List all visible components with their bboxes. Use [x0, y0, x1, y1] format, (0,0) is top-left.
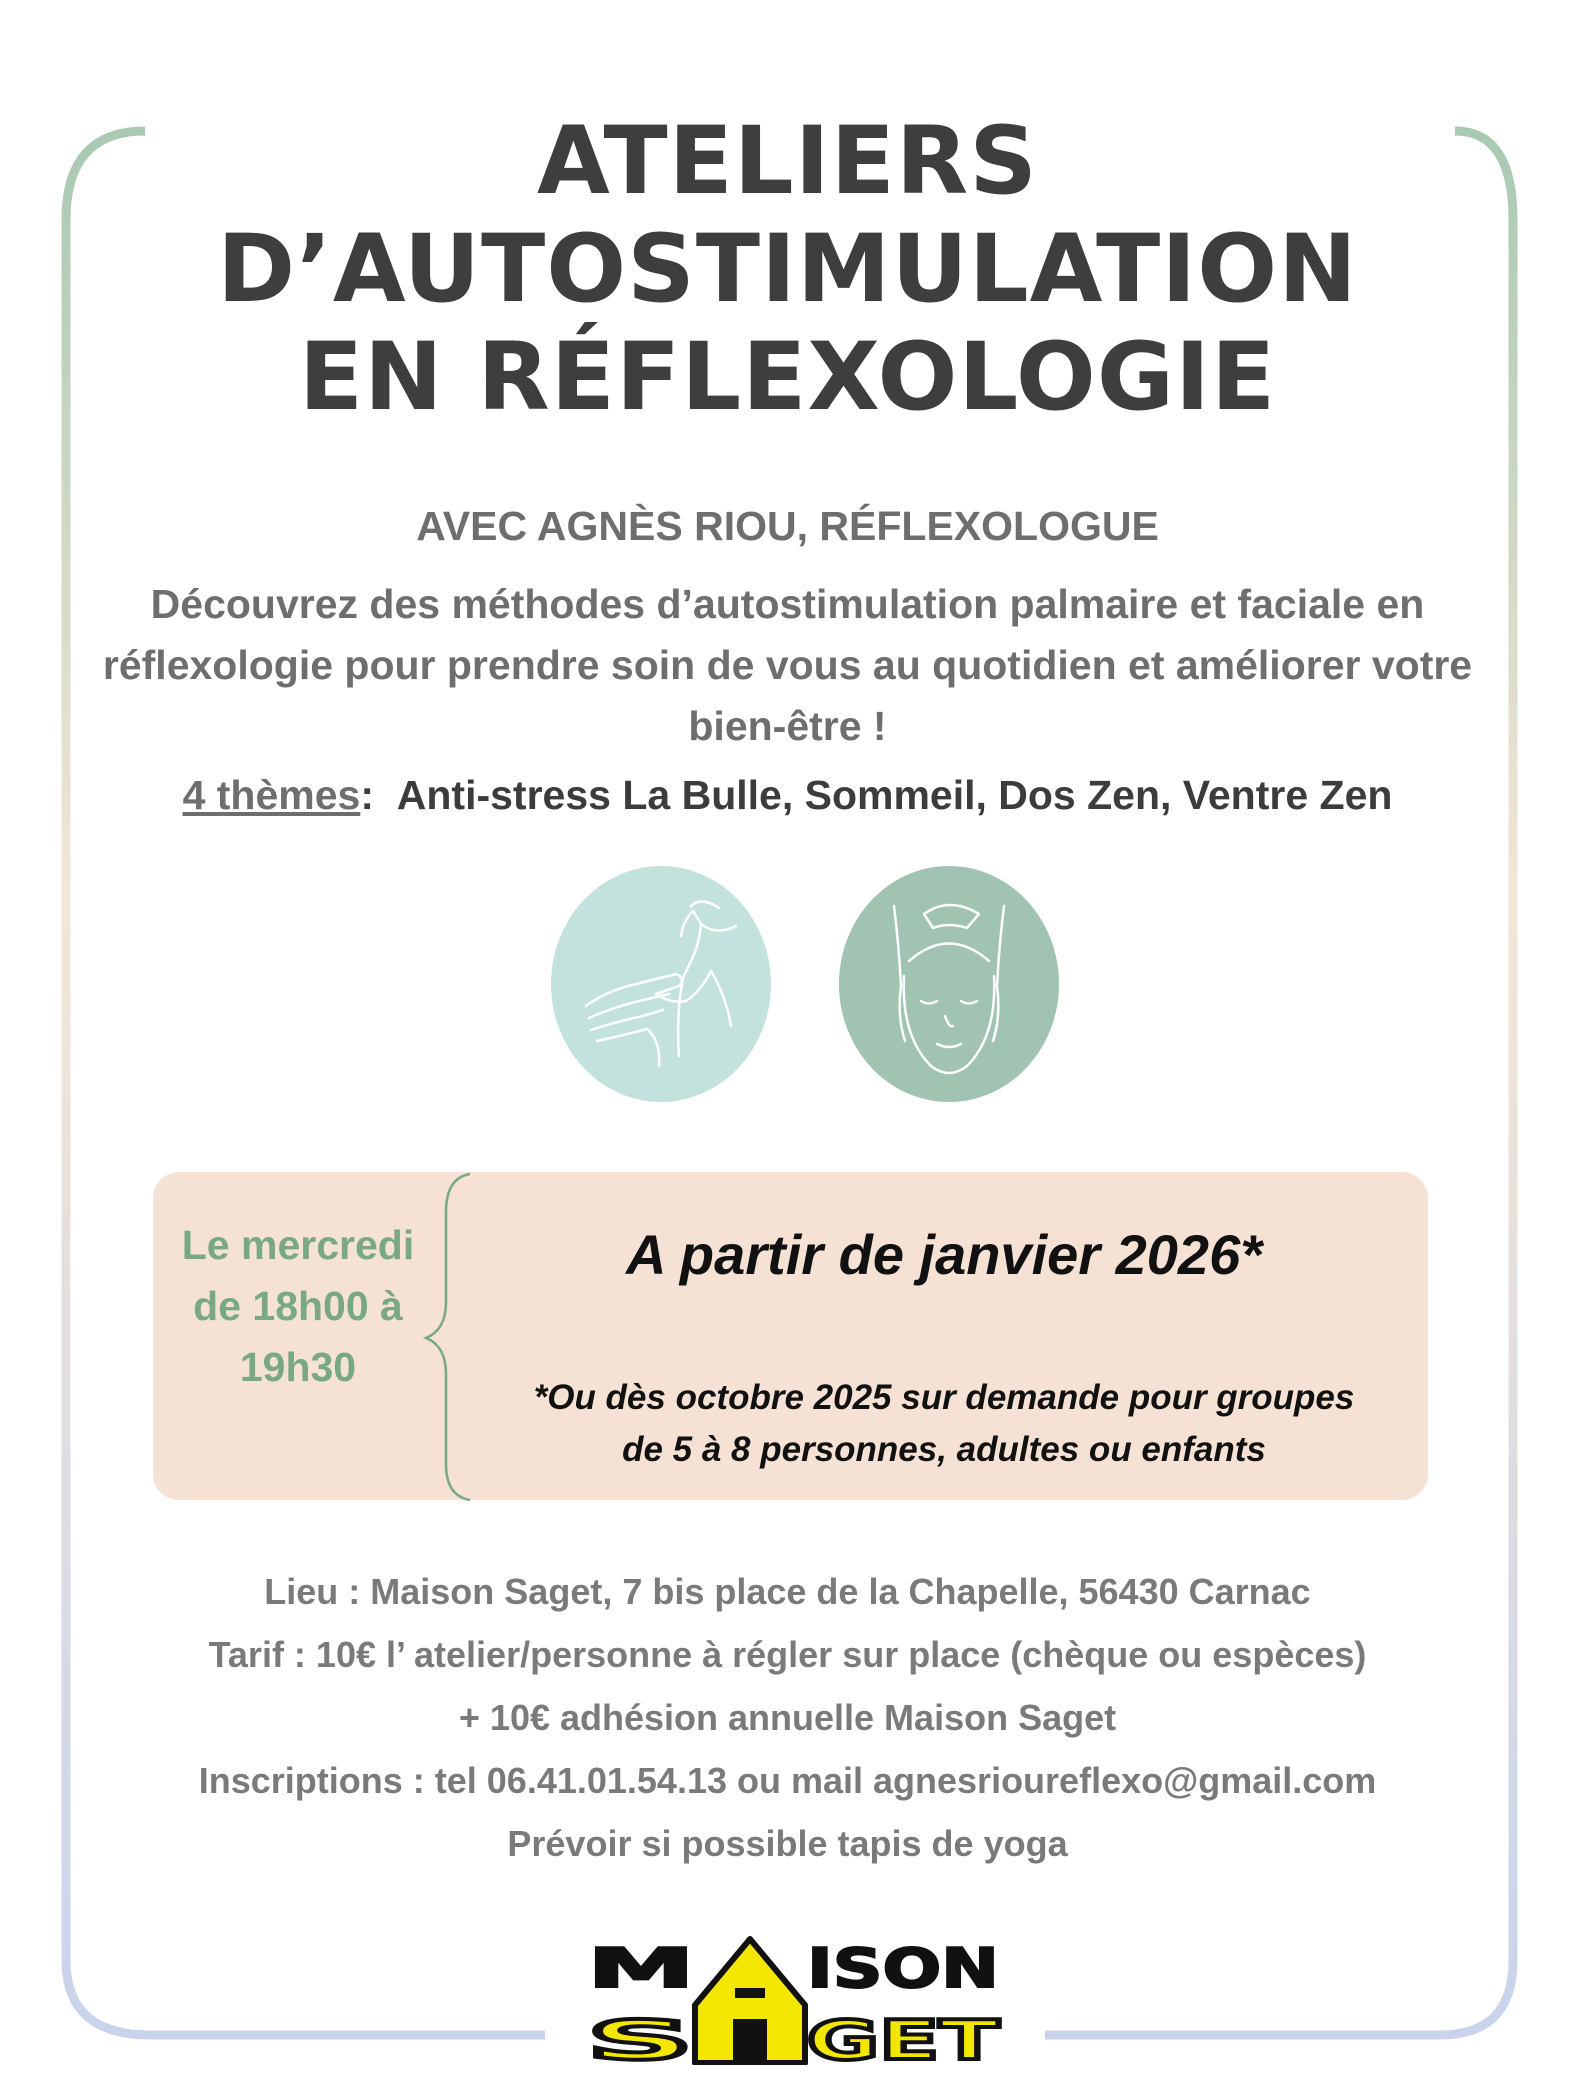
- themes-list: Anti-stress La Bulle, Sommeil, Dos Zen, Ventre Zen: [396, 772, 1393, 818]
- themes-separator: :: [360, 772, 374, 818]
- bring-text: Prévoir si possible tapis de yoga: [507, 1823, 1068, 1864]
- themes-label: 4 thèmes: [182, 772, 361, 818]
- note-line-2: de 5 à 8 personnes, adultes ou enfants: [622, 1430, 1266, 1469]
- maison-saget-logo: [585, 1935, 1005, 2065]
- time-start: de 18h00 à: [193, 1283, 403, 1329]
- practical-details: [0, 1560, 1575, 1875]
- start-date-note: [460, 1372, 1428, 1476]
- schedule-day: [153, 1215, 443, 1398]
- subtitle: AVEC AGNÈS RIOU, RÉFLEXOLOGUE: [416, 503, 1159, 549]
- hands-massage-icon: [551, 866, 771, 1102]
- intro-text: Découvrez des méthodes d’autostimulation palmaire et faciale en réflexologie pour prendre soin de vous au quotidien et améliorer votre bien-être !: [102, 581, 1473, 749]
- svg-text:M: M: [587, 1937, 695, 2000]
- svg-text:GET: GET: [807, 2009, 1000, 2065]
- title-line-2: D’AUTOSTIMULATION: [217, 215, 1358, 324]
- membership-text: + 10€ adhésion annuelle Maison Saget: [458, 1697, 1117, 1738]
- face-massage-icon: [839, 866, 1059, 1102]
- note-line-1: *Ou dès octobre 2025 sur demande pour groupes: [533, 1378, 1355, 1417]
- svg-text:ISON: ISON: [807, 1937, 999, 2000]
- time-end: 19h30: [239, 1344, 357, 1390]
- page-title: [0, 108, 1575, 432]
- day-label: Le mercredi: [181, 1222, 415, 1268]
- themes-line: [0, 772, 1575, 819]
- price-text: Tarif : 10€ l’ atelier/personne à régler sur place (chèque ou espèces): [208, 1634, 1367, 1675]
- registration-text: Inscriptions : tel 06.41.01.54.13 ou mail agnesrioureflexo@gmail.com: [198, 1760, 1377, 1801]
- title-line-1: ATELIERS: [537, 107, 1038, 216]
- svg-text:S: S: [587, 2009, 693, 2065]
- start-date: A partir de janvier 2026*: [625, 1223, 1262, 1286]
- title-line-3: EN RÉFLEXOLOGIE: [298, 323, 1277, 432]
- location-text: Lieu : Maison Saget, 7 bis place de la Chapelle, 56430 Carnac: [264, 1571, 1311, 1612]
